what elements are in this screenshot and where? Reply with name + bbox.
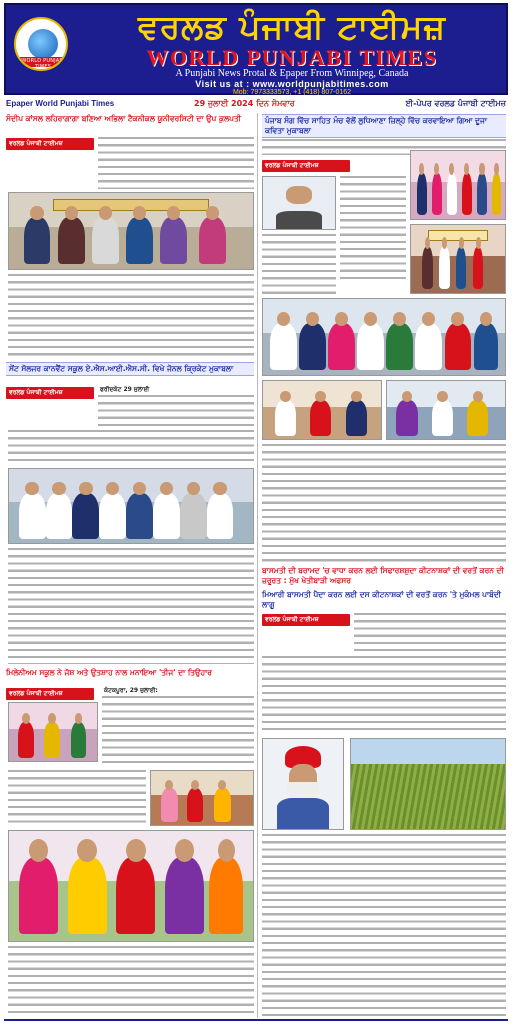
article-2-body-text-continued [8,548,254,664]
basmati-field-photo[interactable] [350,738,506,830]
article-3-small-photo[interactable] [8,702,98,762]
masthead-title-english: WORLD PUNJABI TIMES [146,45,438,70]
article-4-stage-photo[interactable] [410,224,506,294]
article-4-portrait-photo[interactable] [262,176,336,230]
article-5-body-text-continued [262,834,506,1016]
agriculture-officer-portrait[interactable] [262,738,344,830]
article-3-photo-top-right[interactable] [150,770,254,826]
article-5-body-text [262,656,506,734]
article-3-byline: ਵਰਲਡ ਪੰਜਾਬੀ ਟਾਈਮਜ਼ [6,688,94,700]
masthead-website[interactable]: Visit us at : www.worldpunjabitimes.com [195,79,389,89]
footer-rule [4,1019,508,1021]
article-1-byline: ਵਰਲਡ ਪੰਜਾਬੀ ਟਾਈਮਜ਼ [6,138,94,150]
article-4-body-text [262,234,336,294]
article-3-body-text-continued [8,946,254,1016]
article-4-byline: ਵਰਲਡ ਪੰਜਾਬੀ ਟਾਈਮਜ਼ [262,160,350,172]
article-5-byline: ਵਰਲਡ ਪੰਜਾਬੀ ਟਾਈਮਜ਼ [262,614,350,626]
epaper-label-punjabi: ਈ-ਪੇਪਰ ਵਰਲਡ ਪੰਜਾਬੀ ਟਾਈਮਜ਼ [405,99,506,108]
article-2-byline: ਵਰਲਡ ਪੰਜਾਬੀ ਟਾਈਮਜ਼ [6,387,94,399]
article-3-headline[interactable]: ਮਿਲੇਨੀਅਮ ਸਕੂਲ ਨੇ ਜੋਸ਼ ਅਤੇ ਉਤਸ਼ਾਹ ਨਾਲ ਮਨਾਇਆ 'ਤੀਜ' ਦਾ ਤਿਉਹਾਰ [6,668,212,677]
article-4-photo-lower-left[interactable] [262,380,382,440]
article-3-body-text [8,770,146,826]
world-punjabi-times-logo[interactable] [14,17,68,71]
article-2-intro-text [98,395,254,429]
article-2-headline[interactable]: ਸੇਂਟ ਸੋਲਜਰ ਕਾਨਵੈਂਟ ਸਕੂਲ ਏ.ਐਸ.ਆਈ.ਐਸ.ਸੀ. ਵਿਖੇ ਜੋਨਲ ਕ੍ਰਿਕੇਟ ਮੁਕਾਬਲਾ [6,362,254,376]
masthead-subtitle: A Punjabi News Protal & Epaper From Winnipeg, Canada [175,68,409,79]
column-divider [257,113,258,1018]
article-2-dateline: ਫਰੀਦਕੋਟ 29 ਜੁਲਾਈ [100,386,150,393]
article-1-intro-text [98,137,254,189]
logo-text: WORLD PUNJABI TIMES [21,58,65,70]
globe-icon [28,29,58,59]
article-4-body-text-continued [262,444,506,562]
article-4-group-photo[interactable] [410,150,506,220]
article-2-body-text [8,430,254,464]
article-4-intro-text [340,176,406,280]
article-6-headline[interactable]: ਮਿਆਰੀ ਬਾਸਮਤੀ ਪੈਦਾ ਕਰਨ ਲਈ ਦਸ ਕੀਟਨਾਸ਼ਕਾਂ ਦੀ ਵਰਤੋਂ ਕਰਨ 'ਤੇ ਮੁਕੰਮਲ ਪਾਬੰਦੀ ਲਾਗੂ [262,590,502,609]
article-4-wide-photo[interactable] [262,298,506,376]
article-3-main-photo[interactable] [8,830,254,942]
article-3-dateline: ਕੋਟਕਪੂਰਾ, 29 ਜੁਲਾਈ: [104,687,158,694]
epaper-label-english: Epaper World Punjabi Times [6,99,115,108]
issue-date: 29 ਜੁਲਾਈ 2024 ਦਿਨ ਸੋਮਵਾਰ [194,99,295,108]
article-1-headline[interactable]: ਸੰਦੀਪ ਕਾਂਸਲ ਲਹਿਰਾਗਾਗਾ ਬਣਿਆ ਅਭਿਲਾ ਟੈਕਨੀਕਲ ਯੂਨੀਵਰਸਿਟੀ ਦਾ ਉਪ ਕੁਲਪਤੀ [6,114,242,123]
article-5-intro-text [354,613,506,653]
article-4-headline[interactable]: ਪੰਜਾਬ ਸੰਗ ਵਿੱਚ ਸਾਹਿਤ ਮੰਚ ਵੱਲੋਂ ਲੁਧਿਆਣਾ ਜ਼ਿਲ੍ਹੇ ਵਿੱਚ ਕਰਵਾਇਆ ਗਿਆ ਦੂਜਾ ਕਵਿਤਾ ਮੁਕਾਬਲਾ [262,114,506,138]
masthead-mobile: Mob: 7973333573, +1 (418) 807-0162 [232,89,352,96]
article-1-photo[interactable] [8,192,254,270]
masthead-title-punjabi: ਵਰਲਡ ਪੰਜਾਬੀ ਟਾਈਮਜ਼ [137,7,447,46]
article-4-photo-lower-right[interactable] [386,380,506,440]
article-5-headline[interactable]: ਬਾਸਮਤੀ ਦੀ ਬਰਾਮਦ 'ਚ ਵਾਧਾ ਕਰਨ ਲਈ ਸਿਫਾਰਸ਼ਸ਼ੁਦਾ ਕੀਟਨਾਸ਼ਕਾਂ ਦੀ ਵਰਤੋਂ ਕਰਨ ਦੀ ਜ਼ਰੂਰਤ : ਮੁੱਖ ਖੇਤੀਬਾੜੀ ਅਫਸਰ [262,566,504,585]
article-3-intro-text [102,696,254,766]
masthead [4,3,508,95]
date-bar [4,97,508,111]
article-2-photo[interactable] [8,468,254,544]
article-1-body-text [8,274,254,358]
